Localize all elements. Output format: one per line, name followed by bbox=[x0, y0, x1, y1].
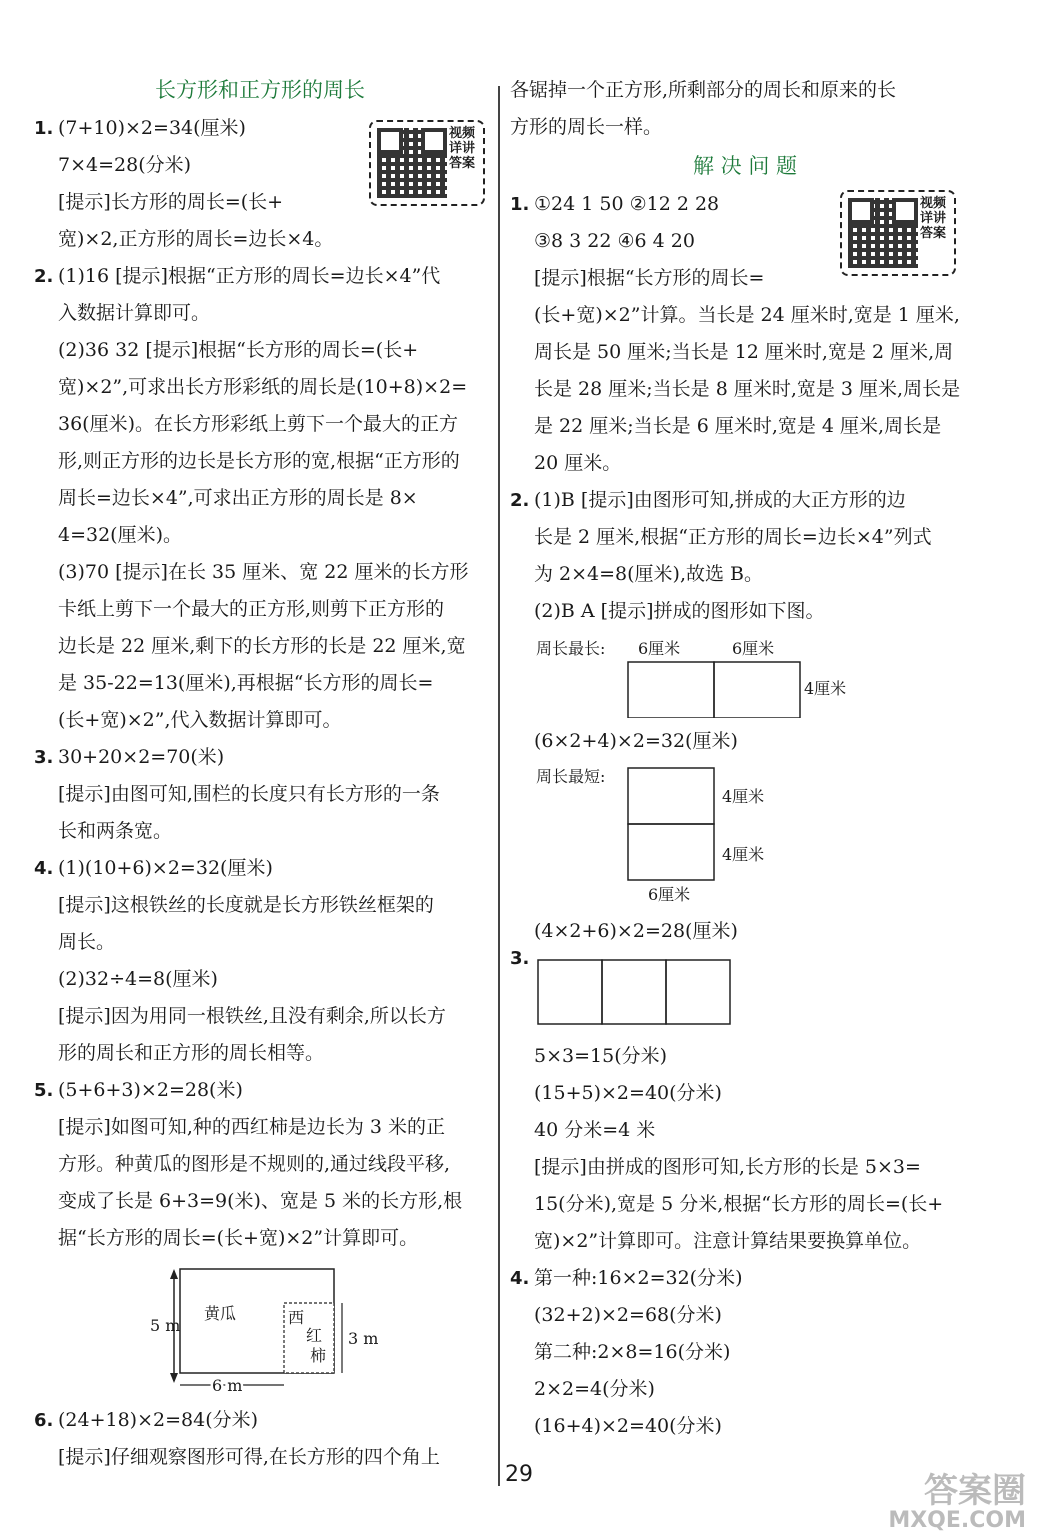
qr-label: 视频详讲答案 bbox=[448, 126, 475, 171]
three-squares-figure bbox=[510, 954, 980, 1038]
arrow-head-icon bbox=[170, 1269, 178, 1279]
hint-line: 为 2×4=8(厘米),故选 B。 bbox=[534, 563, 764, 585]
answer-line: (1)(10+6)×2=32(厘米) bbox=[58, 857, 273, 879]
right-column bbox=[510, 72, 980, 1445]
formula-line: (4×2+6)×2=28(厘米) bbox=[534, 920, 738, 942]
label-tomato-1: 西 bbox=[288, 1308, 305, 1327]
label-tomato-2: 红 bbox=[306, 1326, 323, 1345]
hint-line: 宽)×2,正方形的周长=边长×4。 bbox=[58, 228, 334, 250]
answer-line: (7+10)×2=34(厘米) bbox=[58, 117, 246, 139]
question-number: 6. bbox=[34, 1410, 54, 1431]
square-2 bbox=[714, 662, 800, 718]
question-number: 1. bbox=[34, 118, 54, 139]
square-1 bbox=[538, 960, 602, 1024]
answer-line: (2)32÷4=8(厘米) bbox=[58, 968, 218, 990]
question-number: 2. bbox=[34, 266, 54, 287]
question-2 bbox=[510, 482, 980, 519]
watermark bbox=[888, 1471, 1026, 1536]
hint-line: 20 厘米。 bbox=[534, 452, 622, 474]
hint-line: 是 35-22=13(厘米),再根据“长方形的周长= bbox=[58, 672, 434, 694]
square-1 bbox=[628, 662, 714, 718]
hint-line: 长和两条宽。 bbox=[58, 820, 173, 842]
answer-line: ③8 3 22 ④6 4 20 bbox=[534, 230, 695, 252]
answer-line: ①24 1 50 ②12 2 28 bbox=[534, 193, 720, 215]
hint-line: 是 22 厘米;当长是 6 厘米时,宽是 4 厘米,周长是 bbox=[534, 415, 942, 437]
square-top bbox=[628, 768, 714, 824]
watermark-main: 答案圈 bbox=[924, 1471, 1026, 1511]
hint-line: 方形。种黄瓜的图形是不规则的,通过线段平移, bbox=[58, 1153, 451, 1175]
hint-line: 卡纸上剪下一个最大的正方形,则剪下正方形的 bbox=[58, 598, 445, 620]
section-title-perimeter: 长方形和正方形的周长 bbox=[155, 78, 365, 102]
question-number: 4. bbox=[510, 1268, 530, 1289]
answer-line: 5×3=15(分米) bbox=[534, 1045, 668, 1067]
question-number: 5. bbox=[34, 1080, 54, 1101]
hint-line: [提示]根据“长方形的周长= bbox=[534, 267, 765, 289]
label-height: 4厘米 bbox=[804, 679, 847, 698]
hint-line: 周长是 50 厘米;当长是 12 厘米时,宽是 2 厘米,周 bbox=[534, 341, 954, 363]
label-shortest: 周长最短: bbox=[536, 767, 606, 786]
hint-line: 边长是 22 厘米,剩下的长方形的长是 22 厘米,宽 bbox=[58, 635, 466, 657]
hint-line: 宽)×2”计算即可。注意计算结果要换算单位。 bbox=[534, 1230, 922, 1252]
formula-line: (6×2+4)×2=32(厘米) bbox=[534, 730, 738, 752]
label-width: 6厘米 bbox=[648, 885, 691, 904]
answer-line: (15+5)×2=40(分米) bbox=[534, 1082, 722, 1104]
left-column bbox=[34, 70, 486, 1476]
hint-line: (长+宽)×2”计算。当长是 24 厘米时,宽是 1 厘米, bbox=[534, 304, 960, 326]
watermark-sub: MXQE.COM bbox=[888, 1508, 1026, 1533]
answer-line: (2)B A [提示]拼成的图形如下图。 bbox=[534, 600, 825, 622]
square-2 bbox=[602, 960, 666, 1024]
answer-line: 第一种:16×2=32(分米) bbox=[534, 1267, 743, 1289]
section-title-problem-solving: 解 决 问 题 bbox=[692, 154, 798, 178]
answer-line: (3)70 [提示]在长 35 厘米、宽 22 厘米的长方形 bbox=[58, 561, 469, 583]
label-height-1: 4厘米 bbox=[722, 787, 765, 806]
qr-label: 视频详讲答案 bbox=[919, 196, 946, 241]
page-number: 29 bbox=[505, 1462, 533, 1487]
hint-line: 形,则正方形的边长是长方形的宽,根据“正方形的 bbox=[58, 450, 460, 472]
hint-line: [提示]由图可知,围栏的长度只有长方形的一条 bbox=[58, 783, 440, 805]
question-6 bbox=[34, 1402, 486, 1439]
column-divider bbox=[498, 86, 500, 1486]
answer-line: (32+2)×2=68(分米) bbox=[534, 1304, 722, 1326]
hint-line: 宽)×2”,可求出长方形彩纸的周长是(10+8)×2= bbox=[58, 376, 468, 398]
hint-line: 周长=边长×4”,可求出正方形的周长是 8× bbox=[58, 487, 418, 509]
hint-line: [提示]这根铁丝的长度就是长方形铁丝框架的 bbox=[58, 894, 434, 916]
continued-line: 各锯掉一个正方形,所剩部分的周长和原来的长 bbox=[510, 79, 897, 101]
longest-perimeter-figure bbox=[510, 630, 980, 718]
label-6m: 6 m bbox=[212, 1376, 243, 1395]
hint-line: [提示]因为用同一根铁丝,且没有剩余,所以长方 bbox=[58, 1005, 446, 1027]
label-height-2: 4厘米 bbox=[722, 845, 765, 864]
answer-line: (2)36 32 [提示]根据“长方形的周长=(长+ bbox=[58, 339, 419, 361]
label-5m: 5 m bbox=[150, 1316, 181, 1335]
hint-line: 36(厘米)。在长方形彩纸上剪下一个最大的正方 bbox=[58, 413, 459, 435]
question-number: 1. bbox=[510, 194, 530, 215]
answer-line: (16+4)×2=40(分米) bbox=[534, 1415, 722, 1437]
question-1 bbox=[510, 186, 980, 223]
answer-line: (1)B [提示]由图形可知,拼成的大正方形的边 bbox=[534, 489, 906, 511]
hint-line: [提示]由拼成的图形可知,长方形的长是 5×3= bbox=[534, 1156, 921, 1178]
answer-line: 7×4=28(分米) bbox=[58, 154, 192, 176]
hint-line: [提示]如图可知,种的西红柿是边长为 3 米的正 bbox=[58, 1116, 446, 1138]
hint-line: 4=32(厘米)。 bbox=[58, 524, 183, 546]
square-bottom bbox=[628, 824, 714, 880]
garden-figure bbox=[34, 1257, 486, 1397]
label-tomato-3: 柿 bbox=[310, 1346, 327, 1365]
label-longest: 周长最长: bbox=[536, 639, 606, 658]
hint-line: 长是 28 厘米;当长是 8 厘米时,宽是 3 厘米,周长是 bbox=[534, 378, 961, 400]
question-3 bbox=[510, 948, 980, 1038]
continued-line: 方形的周长一样。 bbox=[510, 116, 663, 138]
question-number: 3. bbox=[510, 948, 530, 969]
answer-line: (24+18)×2=84(分米) bbox=[58, 1409, 259, 1431]
hint-line: [提示]仔细观察图形可得,在长方形的四个角上 bbox=[58, 1446, 440, 1468]
label-3m: 3 m bbox=[348, 1329, 379, 1348]
hint-line: 周长。 bbox=[58, 931, 116, 953]
hint-line: 15(分米),宽是 5 分米,根据“长方形的周长=(长+ bbox=[534, 1193, 944, 1215]
label-cucumber: 黄瓜 bbox=[204, 1304, 237, 1323]
hint-line: 变成了长是 6+3=9(米)、宽是 5 米的长方形,根 bbox=[58, 1190, 463, 1212]
square-3 bbox=[666, 960, 730, 1024]
hint-line: 入数据计算即可。 bbox=[58, 302, 211, 324]
hint-line: (长+宽)×2”,代入数据计算即可。 bbox=[58, 709, 342, 731]
label-width-1: 6厘米 bbox=[638, 639, 681, 658]
answer-line: (5+6+3)×2=28(米) bbox=[58, 1079, 243, 1101]
answer-line: (1)16 [提示]根据“正方形的周长=边长×4”代 bbox=[58, 265, 441, 287]
hint-line: [提示]长方形的周长=(长+ bbox=[58, 191, 284, 213]
answer-line: 第二种:2×8=16(分米) bbox=[534, 1341, 731, 1363]
label-width-2: 6厘米 bbox=[732, 639, 775, 658]
hint-line: 长是 2 厘米,根据“正方形的周长=边长×4”列式 bbox=[534, 526, 932, 548]
shortest-perimeter-figure bbox=[510, 760, 980, 908]
question-3 bbox=[34, 739, 486, 776]
question-number: 4. bbox=[34, 858, 54, 879]
hint-line: 据“长方形的周长=(长+宽)×2”计算即可。 bbox=[58, 1227, 419, 1249]
question-2 bbox=[34, 258, 486, 295]
answer-line: 2×2=4(分米) bbox=[534, 1378, 655, 1400]
question-number: 2. bbox=[510, 490, 530, 511]
question-1 bbox=[34, 110, 486, 147]
arrow-head-icon bbox=[170, 1373, 178, 1383]
answer-line: 30+20×2=70(米) bbox=[58, 746, 225, 768]
question-4 bbox=[34, 850, 486, 887]
question-4 bbox=[510, 1260, 980, 1297]
question-5 bbox=[34, 1072, 486, 1109]
question-number: 3. bbox=[34, 747, 54, 768]
hint-line: 形的周长和正方形的周长相等。 bbox=[58, 1042, 325, 1064]
answer-line: 40 分米=4 米 bbox=[534, 1119, 656, 1141]
